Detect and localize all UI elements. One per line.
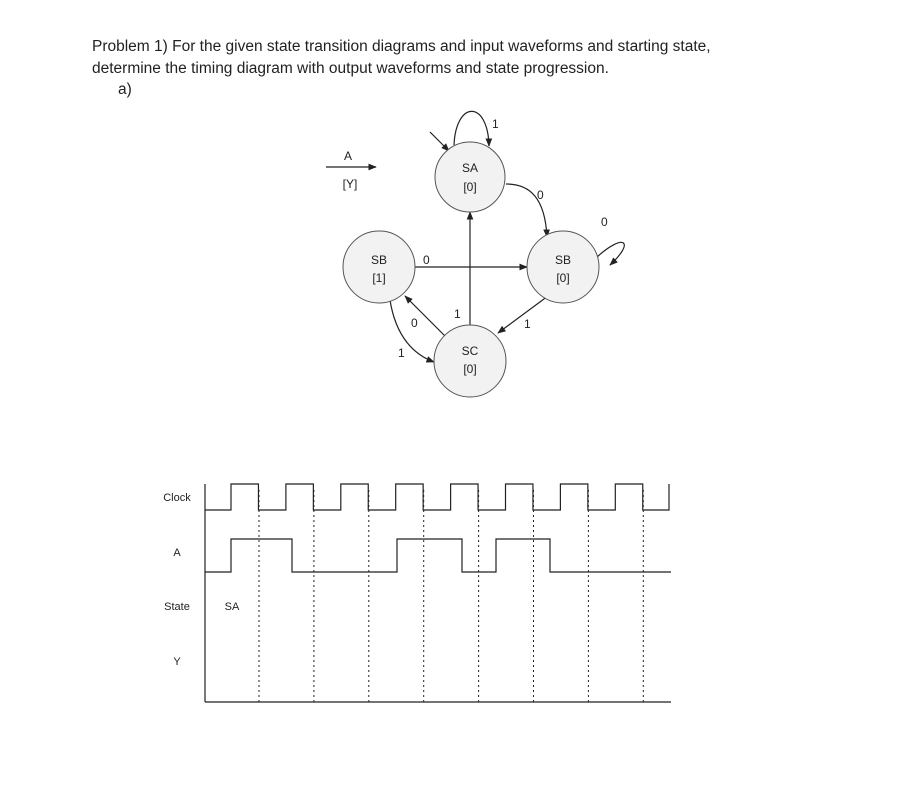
label-sc-to-sb1: 0: [411, 316, 418, 330]
problem-line-1: Problem 1) For the given state transition diagrams and input waveforms and starting state,: [92, 38, 711, 55]
legend-input: A: [343, 149, 353, 163]
state-sb1-name: SB: [370, 253, 388, 267]
state-sb1-output: [1]: [372, 271, 386, 285]
signal-label-a: A: [173, 547, 181, 559]
signal-label-state: State: [164, 601, 190, 613]
label-sb0-self: 0: [601, 215, 608, 229]
signal-label-clock: Clock: [163, 492, 191, 504]
state-sc: [434, 325, 506, 397]
clock-waveform: [205, 484, 669, 510]
problem-line-2: determine the timing diagram with output waveforms and state progression.: [92, 60, 609, 77]
label-sa-to-sb0: 0: [537, 188, 544, 202]
state-sc-output: [0]: [463, 362, 477, 376]
state-sb-0: [527, 231, 599, 303]
transitions: [390, 111, 624, 362]
sb0-self-loop: [597, 242, 624, 265]
legend-output: [Y]: [342, 177, 358, 191]
signal-label-y: Y: [173, 656, 181, 668]
state-sc-name: SC: [461, 344, 479, 358]
state-sa: [435, 142, 505, 212]
sb1-to-sc-arrow: [390, 300, 434, 362]
state-sb0-output: [0]: [556, 271, 570, 285]
start-state-label: SA: [224, 601, 240, 613]
initial-state-arrow: [430, 132, 449, 151]
label-sa-self: 1: [492, 117, 499, 131]
label-sb1-to-sb0: 0: [423, 253, 430, 267]
part-label: a): [118, 81, 132, 98]
sa-self-loop: [454, 111, 489, 146]
label-sb0-to-sc: 1: [524, 317, 531, 331]
label-sb1-to-sc: 1: [398, 346, 405, 360]
legend: [326, 149, 376, 191]
clock-edge-guides: [259, 490, 643, 702]
timing-diagram: [163, 484, 671, 702]
state-sa-output: [0]: [463, 180, 477, 194]
state-sa-name: SA: [461, 161, 479, 175]
a-waveform: [205, 539, 671, 572]
state-sb-1: [343, 231, 415, 303]
label-sc-to-sa: 1: [454, 307, 461, 321]
state-sb0-name: SB: [554, 253, 572, 267]
sb0-to-sc-arrow: [498, 296, 548, 333]
